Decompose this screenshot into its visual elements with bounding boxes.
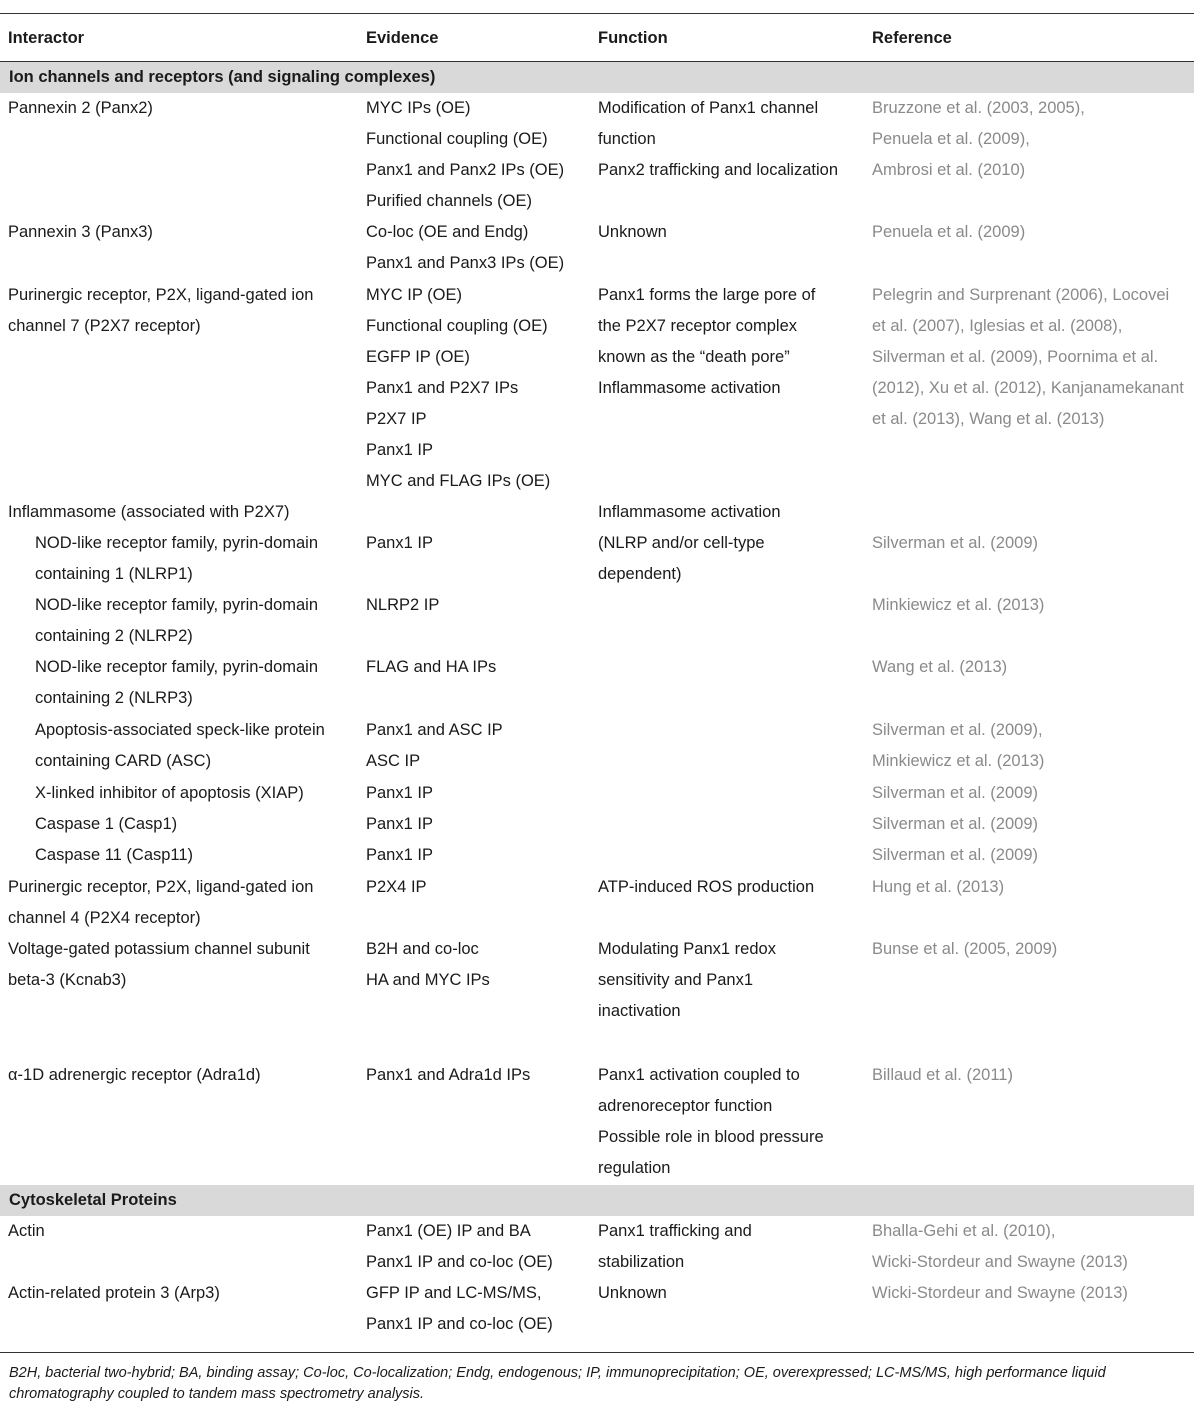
evidence-cell: Panx1 IP <box>366 846 433 864</box>
evidence-cell: MYC IPs (OE) <box>366 99 471 117</box>
reference-cell: Silverman et al. (2009) <box>872 846 1038 864</box>
function-cell: Panx1 forms the large pore of <box>598 286 816 304</box>
reference-cell: Wang et al. (2013) <box>872 658 1008 676</box>
function-cell: sensitivity and Panx1 <box>598 971 754 989</box>
interactor-cell: Pannexin 2 (Panx2) <box>8 99 153 117</box>
interactor-cell: α-1D adrenergic receptor (Adra1d) <box>8 1066 261 1084</box>
reference-cell: Penuela et al. (2009), <box>872 130 1030 148</box>
function-cell: the P2X7 receptor complex <box>598 317 798 335</box>
evidence-cell: Panx1 IP and co-loc (OE) <box>366 1253 553 1271</box>
evidence-cell: P2X4 IP <box>366 878 427 896</box>
function-cell: Modulating Panx1 redox <box>598 940 776 958</box>
header-evidence: Evidence <box>366 29 439 47</box>
evidence-cell: MYC IP (OE) <box>366 286 462 304</box>
function-cell: Inflammasome activation <box>598 379 781 397</box>
interactor-cell: Pannexin 3 (Panx3) <box>8 223 153 241</box>
interactor-cell: Caspase 11 (Casp11) <box>35 846 194 864</box>
interactor-cell: Voltage-gated potassium channel subunit <box>8 940 310 958</box>
function-cell: Unknown <box>598 1284 667 1302</box>
evidence-cell: B2H and co-loc <box>366 940 479 958</box>
interactor-cell: Apoptosis-associated speck-like protein <box>35 721 325 739</box>
interactor-cell: channel 4 (P2X4 receptor) <box>8 909 201 927</box>
evidence-cell: Panx1 and Adra1d IPs <box>366 1066 531 1084</box>
evidence-cell: ASC IP <box>366 752 421 770</box>
evidence-cell: Panx1 and ASC IP <box>366 721 503 739</box>
interactor-cell: Purinergic receptor, P2X, ligand-gated ion <box>8 286 314 304</box>
reference-cell: Bruzzone et al. (2003, 2005), <box>872 99 1085 117</box>
reference-cell: Silverman et al. (2009), <box>872 721 1043 739</box>
evidence-cell: Functional coupling (OE) <box>366 130 548 148</box>
evidence-cell: Panx1 IP <box>366 441 433 459</box>
function-cell: known as the “death pore” <box>598 348 790 366</box>
reference-cell: Pelegrin and Surprenant (2006), Locovei <box>872 286 1170 304</box>
interactor-cell: Actin <box>8 1222 45 1240</box>
reference-cell: et al. (2007), Iglesias et al. (2008), <box>872 317 1123 335</box>
interactor-cell: containing 1 (NLRP1) <box>35 565 193 583</box>
function-cell: Possible role in blood pressure <box>598 1128 824 1146</box>
table-footnote: B2H, bacterial two-hybrid; BA, binding assay; Co-loc, Co-localization; Endg, endogenous; IP, immunoprecipitation; OE, overexpressed; LC-MS/MS, high performance liquid chromatography coupled to tandem mass spectrometry analysis. <box>9 1365 1106 1402</box>
reference-cell: Bhalla-Gehi et al. (2010), <box>872 1222 1056 1240</box>
interactor-cell: containing CARD (ASC) <box>35 752 212 770</box>
evidence-cell: Purified channels (OE) <box>366 192 532 210</box>
interactor-cell: beta-3 (Kcnab3) <box>8 971 127 989</box>
function-cell: (NLRP and/or cell-type <box>598 534 765 552</box>
section-header <box>0 62 1194 93</box>
reference-cell: Hung et al. (2013) <box>872 878 1005 896</box>
header-function: Function <box>598 29 668 47</box>
evidence-cell: EGFP IP (OE) <box>366 348 470 366</box>
function-cell: Unknown <box>598 223 667 241</box>
evidence-cell: HA and MYC IPs <box>366 971 490 989</box>
reference-cell: Minkiewicz et al. (2013) <box>872 752 1045 770</box>
reference-cell: Wicki-Stordeur and Swayne (2013) <box>872 1284 1128 1302</box>
function-cell: ATP-induced ROS production <box>598 878 815 896</box>
function-cell: Panx2 trafficking and localization <box>598 161 839 179</box>
evidence-cell: Panx1 IP and co-loc (OE) <box>366 1315 553 1333</box>
evidence-cell: Panx1 and Panx2 IPs (OE) <box>366 161 565 179</box>
evidence-cell: Panx1 IP <box>366 534 433 552</box>
evidence-cell: NLRP2 IP <box>366 596 440 614</box>
section-title: Ion channels and receptors (and signaling complexes) <box>9 68 436 86</box>
function-cell: regulation <box>598 1159 671 1177</box>
evidence-cell: Co-loc (OE and Endg) <box>366 223 529 241</box>
interactor-cell: NOD-like receptor family, pyrin-domain <box>35 658 319 676</box>
evidence-cell: Panx1 and Panx3 IPs (OE) <box>366 254 565 272</box>
reference-cell: Minkiewicz et al. (2013) <box>872 596 1045 614</box>
function-cell: Panx1 trafficking and <box>598 1222 752 1240</box>
table-top-rule <box>0 13 1194 14</box>
reference-cell: Silverman et al. (2009) <box>872 784 1038 802</box>
header-reference: Reference <box>872 29 952 47</box>
reference-cell: Silverman et al. (2009) <box>872 534 1038 552</box>
reference-cell: Silverman et al. (2009) <box>872 815 1038 833</box>
function-cell: function <box>598 130 656 148</box>
reference-cell: et al. (2013), Wang et al. (2013) <box>872 410 1105 428</box>
interactor-cell: Purinergic receptor, P2X, ligand-gated ion <box>8 878 314 896</box>
interactor-cell: NOD-like receptor family, pyrin-domain <box>35 534 319 552</box>
evidence-cell: Panx1 (OE) IP and BA <box>366 1222 531 1240</box>
interactor-cell: channel 7 (P2X7 receptor) <box>8 317 201 335</box>
section-title: Cytoskeletal Proteins <box>9 1191 177 1209</box>
evidence-cell: P2X7 IP <box>366 410 427 428</box>
interactor-cell: containing 2 (NLRP2) <box>35 627 193 645</box>
reference-cell: Billaud et al. (2011) <box>872 1066 1013 1084</box>
function-cell: Panx1 activation coupled to <box>598 1066 800 1084</box>
table-bottom-rule <box>0 1352 1194 1353</box>
reference-cell: Bunse et al. (2005, 2009) <box>872 940 1058 958</box>
reference-cell: Ambrosi et al. (2010) <box>872 161 1026 179</box>
function-cell: stabilization <box>598 1253 685 1271</box>
reference-cell: Penuela et al. (2009) <box>872 223 1026 241</box>
interactor-cell: Inflammasome (associated with P2X7) <box>8 503 290 521</box>
reference-cell: (2012), Xu et al. (2012), Kanjanamekanant <box>872 379 1184 397</box>
function-cell: dependent) <box>598 565 682 583</box>
function-cell: adrenoreceptor function <box>598 1097 773 1115</box>
interactor-cell: containing 2 (NLRP3) <box>35 689 193 707</box>
function-cell: inactivation <box>598 1002 681 1020</box>
function-cell: Inflammasome activation <box>598 503 781 521</box>
evidence-cell: Panx1 and P2X7 IPs <box>366 379 519 397</box>
evidence-cell: MYC and FLAG IPs (OE) <box>366 472 551 490</box>
evidence-cell: GFP IP and LC-MS/MS, <box>366 1284 542 1302</box>
header-interactor: Interactor <box>8 29 85 47</box>
reference-cell: Wicki-Stordeur and Swayne (2013) <box>872 1253 1128 1271</box>
section-header <box>0 1185 1194 1216</box>
evidence-cell: Panx1 IP <box>366 784 433 802</box>
evidence-cell: Functional coupling (OE) <box>366 317 548 335</box>
evidence-cell: Panx1 IP <box>366 815 433 833</box>
reference-cell: Silverman et al. (2009), Poornima et al. <box>872 348 1159 366</box>
interactor-cell: Caspase 1 (Casp1) <box>35 815 178 833</box>
interactor-cell: NOD-like receptor family, pyrin-domain <box>35 596 319 614</box>
evidence-cell: FLAG and HA IPs <box>366 658 497 676</box>
interactor-cell: X-linked inhibitor of apoptosis (XIAP) <box>35 784 304 802</box>
interactor-cell: Actin-related protein 3 (Arp3) <box>8 1284 220 1302</box>
function-cell: Modification of Panx1 channel <box>598 99 819 117</box>
